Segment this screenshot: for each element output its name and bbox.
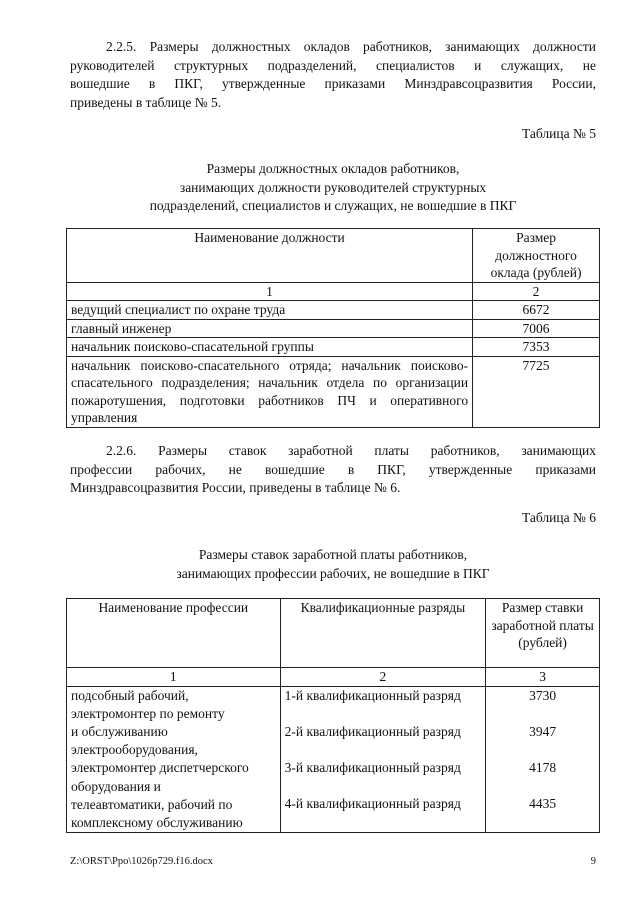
profession-line: подсобный рабочий,: [71, 687, 189, 703]
table-header-row: [67, 599, 600, 668]
position-name: ведущий специалист по охране труда: [67, 301, 473, 320]
table-6-title: [66, 546, 600, 583]
header-profession: Наименование профессии: [67, 599, 281, 668]
grade-cell: 1-й квалификационный разряд: [280, 686, 486, 723]
rate-value: 4435: [486, 795, 600, 832]
table-row: [67, 686, 600, 723]
title-line: занимающих должности руководителей структурных: [179, 179, 487, 195]
paragraph-line: 2.2.5. Размеры должностных окладов работников, занимающих должности: [106, 39, 596, 54]
column-number: 3: [486, 668, 600, 687]
paragraph-2-2-5: [70, 38, 596, 112]
table-row: [67, 301, 600, 320]
profession-line: электрооборудования,: [71, 742, 198, 758]
profession-names: [67, 686, 281, 833]
title-line: занимающих профессии рабочих, не вошедшие в ПКГ: [176, 565, 490, 581]
column-number: 1: [67, 668, 281, 687]
paragraph-line: профессии рабочих, не вошедшие в ПКГ, утвержденные приказами: [70, 461, 596, 477]
grade-cell: 3-й квалификационный разряд: [280, 759, 486, 795]
rate-value: 4178: [486, 759, 600, 795]
profession-line: комплексному обслуживанию: [71, 814, 243, 830]
table-5-title: [66, 160, 600, 216]
salary-value: 7353: [473, 338, 600, 357]
salary-value: 7725: [473, 356, 600, 427]
salary-value: 7006: [473, 319, 600, 338]
paragraph-line: вошедшие в ПКГ, утвержденные приказами Минздравсоцразвития России,: [70, 76, 596, 91]
footer-file-path: Z:\ORST\Ppo\1026p729.f16.docx: [70, 856, 213, 867]
table-5-caption: Таблица № 5: [522, 126, 596, 141]
grade-cell: 4-й квалификационный разряд: [280, 795, 486, 832]
table-5: [66, 228, 600, 428]
profession-line: телеавтоматики, рабочий по: [71, 796, 233, 812]
header-salary: Размер должностного оклада (рублей): [473, 229, 600, 283]
header-rate: Размер ставки заработной платы (рублей): [486, 599, 600, 668]
paragraph-line: 2.2.6. Размеры ставок заработной платы работников, занимающих: [106, 443, 596, 458]
paragraph-2-2-6: [70, 442, 596, 498]
column-number: 2: [280, 668, 486, 687]
position-name: начальник поисково-спасательной группы: [67, 338, 473, 357]
position-name: начальник поисково-спасательного отряда; начальник поисково-спасательного подразделения; начальник отдела по организации пожаротушения, подготовки работников ПЧ и оперативного управления: [67, 356, 473, 427]
table-6-caption: Таблица № 6: [522, 510, 596, 525]
title-line: подразделений, специалистов и служащих, не вошедшие в ПКГ: [149, 198, 517, 213]
rate-value: 3730: [486, 686, 600, 723]
table-row: [67, 338, 600, 357]
profession-line: электромонтер диспетчерского: [71, 760, 249, 776]
profession-line: электромонтер по ремонту: [71, 705, 225, 721]
salary-value: 6672: [473, 301, 600, 320]
header-grades: Квалификационные разряды: [280, 599, 486, 668]
column-number: 1: [67, 282, 473, 301]
position-name: главный инженер: [67, 319, 473, 338]
column-number-row: [67, 282, 600, 301]
column-number-row: [67, 668, 600, 687]
paragraph-line: приведены в таблице № 5.: [70, 94, 222, 110]
header-position-name: Наименование должности: [67, 229, 473, 283]
page-number: 9: [590, 856, 596, 867]
profession-line: и обслуживанию: [71, 723, 168, 739]
rate-value: 3947: [486, 723, 600, 759]
grade-cell: 2-й квалификационный разряд: [280, 723, 486, 759]
table-6: [66, 598, 600, 833]
table-header-row: [67, 229, 600, 283]
table-row: [67, 356, 600, 427]
title-line: Размеры должностных окладов работников,: [206, 161, 460, 176]
paragraph-line: руководителей структурных подразделений, специалистов и служащих, не: [70, 57, 596, 73]
column-number: 2: [473, 282, 600, 301]
title-line: Размеры ставок заработной платы работников,: [198, 547, 468, 562]
profession-line: оборудования и: [71, 778, 161, 794]
paragraph-line: Минздравсоцразвития России, приведены в таблице № 6.: [70, 480, 401, 495]
table-row: [67, 319, 600, 338]
